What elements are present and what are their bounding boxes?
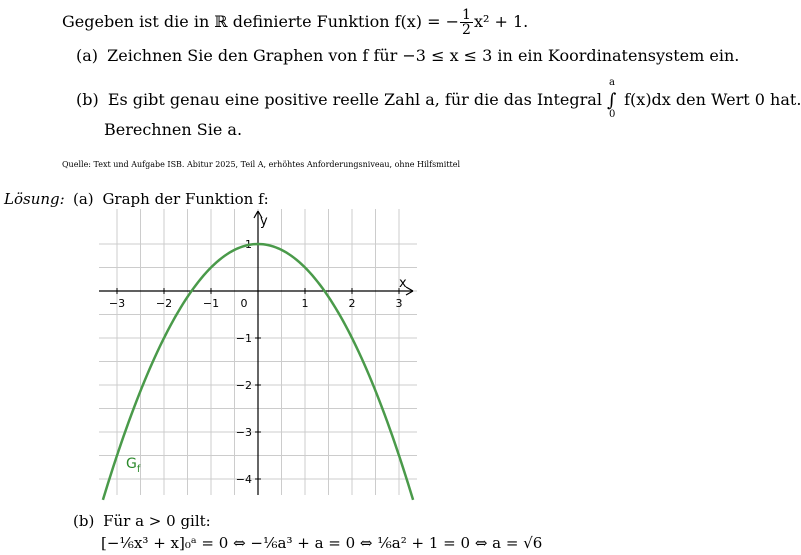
function-graph — [95, 205, 425, 505]
integral-symbol: a ∫ 0 — [607, 76, 617, 120]
task-b-line2: Berechnen Sie a. — [104, 120, 243, 139]
solution-b-text: Für a > 0 gilt: — [103, 512, 211, 530]
task-b-label: (b) — [76, 90, 99, 109]
solution-b-formula: [−⅙x³ + x]₀ᵃ = 0 ⇔ −⅙a³ + a = 0 ⇔ ⅙a² + 1 = 0 ⇔ a = √6 — [101, 534, 543, 552]
x-axis-label: x — [399, 276, 407, 291]
solution-b — [73, 512, 211, 530]
task-a — [76, 46, 739, 65]
x-tick-label: 1 — [301, 297, 309, 310]
task-intro-start: Gegeben ist die in ℝ definierte Funktion f(x) = − — [62, 12, 460, 31]
y-tick-label: −4 — [235, 473, 252, 486]
task-b-text-start: Es gibt genau eine positive reelle Zahl a, für die das Integral — [107, 90, 602, 109]
x-tick-label: −2 — [155, 297, 173, 310]
task-intro — [62, 8, 528, 37]
solution-heading: Lösung: — [4, 190, 65, 208]
task-a-text: Zeichnen Sie den Graphen von f für −3 ≤ x ≤ 3 in ein Koordinatensystem ein. — [107, 46, 740, 65]
y-tick-label: 1 — [245, 238, 252, 251]
axes — [99, 211, 413, 495]
y-axis-label: y — [260, 214, 268, 229]
task-b-text-end: f(x)dx den Wert 0 hat. — [624, 90, 801, 109]
solution-a-text: Graph der Funktion f: — [102, 190, 269, 208]
fraction-one-half: $\frac{1}{2}$ — [462, 7, 471, 38]
x-tick-label: 3 — [395, 297, 403, 310]
x-tick-label: −1 — [202, 297, 220, 310]
y-tick-label: −1 — [235, 332, 252, 345]
solution-a-label: (a) — [73, 190, 94, 208]
task-a-label: (a) — [76, 46, 99, 65]
task-intro-end: x² + 1. — [473, 12, 529, 31]
solution-b-label: (b) — [73, 512, 95, 530]
curve-label: $G_f$ — [126, 456, 141, 475]
x-tick-label: 0 — [240, 297, 248, 310]
y-tick-label: −3 — [235, 426, 252, 439]
y-tick-label: −2 — [235, 379, 252, 392]
source-note: Quelle: Text und Aufgabe ISB. Abitur 2025, Teil A, erhöhtes Anforderungsniveau, ohne Hilfsmittel — [62, 160, 461, 169]
task-b — [76, 76, 801, 120]
x-tick-label: −3 — [108, 297, 126, 310]
x-tick-label: 2 — [348, 297, 356, 310]
